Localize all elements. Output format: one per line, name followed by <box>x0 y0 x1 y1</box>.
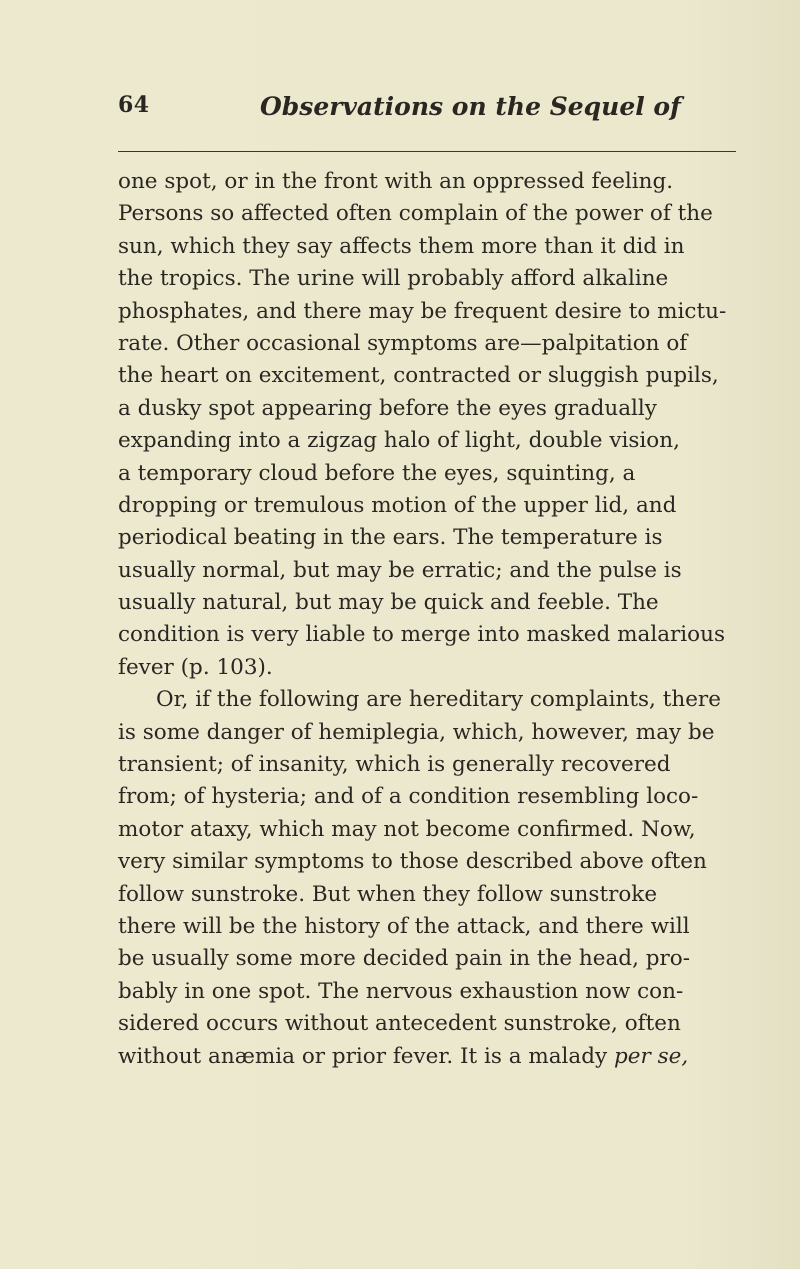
text-line: usually normal, but may be erratic; and the pulse is <box>118 557 682 583</box>
page-header <box>118 92 738 132</box>
text-line: sidered occurs without antecedent sunstroke, often <box>118 1011 681 1037</box>
text-line: be usually some more decided pain in the head, pro- <box>118 946 690 972</box>
text-line: is some danger of hemiplegia, which, however, may be <box>118 719 715 745</box>
text-line: one spot, or in the front with an oppressed feeling. <box>118 169 674 194</box>
text-line: from; of hysteria; and of a condition resembling loco- <box>118 784 699 810</box>
text-line: periodical beating in the ears. The temperature is <box>118 525 663 551</box>
text-line: bably in one spot. The nervous exhaustion now con- <box>118 978 684 1004</box>
italic-phrase: per se, <box>614 1043 689 1069</box>
text-line: a temporary cloud before the eyes, squinting, a <box>118 460 636 486</box>
text-line: phosphates, and there may be frequent desire to mictu- <box>118 298 727 324</box>
last-text-line <box>118 1041 748 1073</box>
text-line: dropping or tremulous motion of the upper lid, and <box>118 492 677 518</box>
paragraph-start-line: Or, if the following are hereditary complaints, there <box>156 687 721 713</box>
text-line: expanding into a zigzag halo of light, double vision, <box>118 428 680 454</box>
page-number: 64 <box>118 92 150 118</box>
text-line: motor ataxy, which may not become confirmed. Now, <box>118 816 696 842</box>
last-line-text: without anæmia or prior fever. It is a malady <box>118 1043 614 1069</box>
text-line: follow sunstroke. But when they follow sunstroke <box>118 881 658 907</box>
text-line: condition is very liable to merge into masked malarious <box>118 622 725 648</box>
text-line: there will be the history of the attack, and there will <box>118 913 690 939</box>
text-line: very similar symptoms to those described above often <box>118 849 707 875</box>
text-line: sun, which they say affects them more than it did in <box>118 233 685 259</box>
header-rule <box>118 151 736 152</box>
text-line: the tropics. The urine will probably afford alkaline <box>118 266 669 292</box>
text-line: Persons so affected often complain of the power of the <box>118 201 713 227</box>
body-text <box>118 166 748 1073</box>
text-line: a dusky spot appearing before the eyes gradually <box>118 395 657 421</box>
text-line: fever (p. 103). <box>118 654 273 680</box>
running-title: Observations on the Sequel of <box>260 92 681 121</box>
text-line: transient; of insanity, which is generally recovered <box>118 752 671 778</box>
text-line: the heart on excitement, contracted or sluggish pupils, <box>118 363 719 389</box>
text-line: rate. Other occasional symptoms are—palpitation of <box>118 330 688 356</box>
text-line: usually natural, but may be quick and feeble. The <box>118 590 659 616</box>
